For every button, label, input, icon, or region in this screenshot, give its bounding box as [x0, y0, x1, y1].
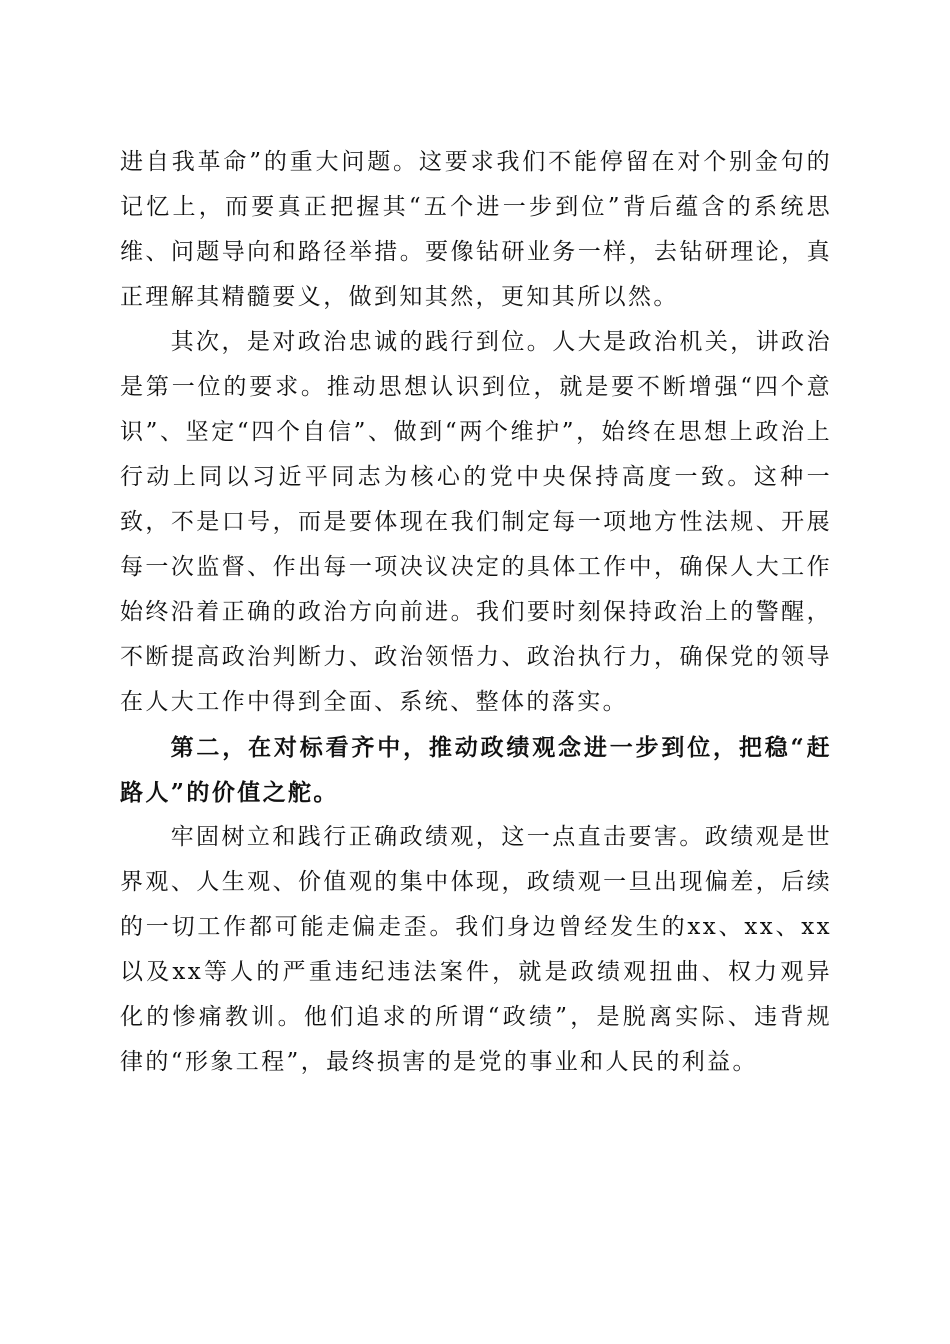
section-heading-second: 第二，在对标看齐中，推动政绩观念进一步到位，把稳“赶路人”的价值之舵。	[120, 734, 832, 806]
paragraph-continuation: 进自我革命”的重大问题。这要求我们不能停留在对个别金句的记忆上，而要真正把握其“五个进一步到位”背后蕴含的系统思维、问题导向和路径举措。要像钻研业务一样，去钻研理论，真正理解其精髓要义，做到知其然，更知其所以然。	[120, 149, 832, 310]
paragraph-performance-view: 牢固树立和践行正确政绩观，这一点直击要害。政绩观是世界观、人生观、价值观的集中体现，政绩观一旦出现偏差，后续的一切工作都可能走偏走歪。我们身边曾经发生的xx、xx、xx以及xx等人的严重违纪违法案件，就是政绩观扭曲、权力观异化的惨痛教训。他们追求的所谓“政绩”，是脱离实际、违背规律的“形象工程”，最终损害的是党的事业和人民的利益。	[120, 824, 832, 1075]
document-body	[120, 140, 832, 1085]
paragraph-political-loyalty: 其次，是对政治忠诚的践行到位。人大是政治机关，讲政治是第一位的要求。推动思想认识到位，就是要不断增强“四个意识”、坚定“四个自信”、做到“两个维护”，始终在思想上政治上行动上同以习近平同志为核心的党中央保持高度一致。这种一致，不是口号，而是要体现在我们制定每一项地方性法规、开展每一次监督、作出每一项决议决定的具体工作中，确保人大工作始终沿着正确的政治方向前进。我们要时刻保持政治上的警醒，不断提高政治判断力、政治领悟力、政治执行力，确保党的领导在人大工作中得到全面、系统、整体的落实。	[120, 329, 832, 715]
